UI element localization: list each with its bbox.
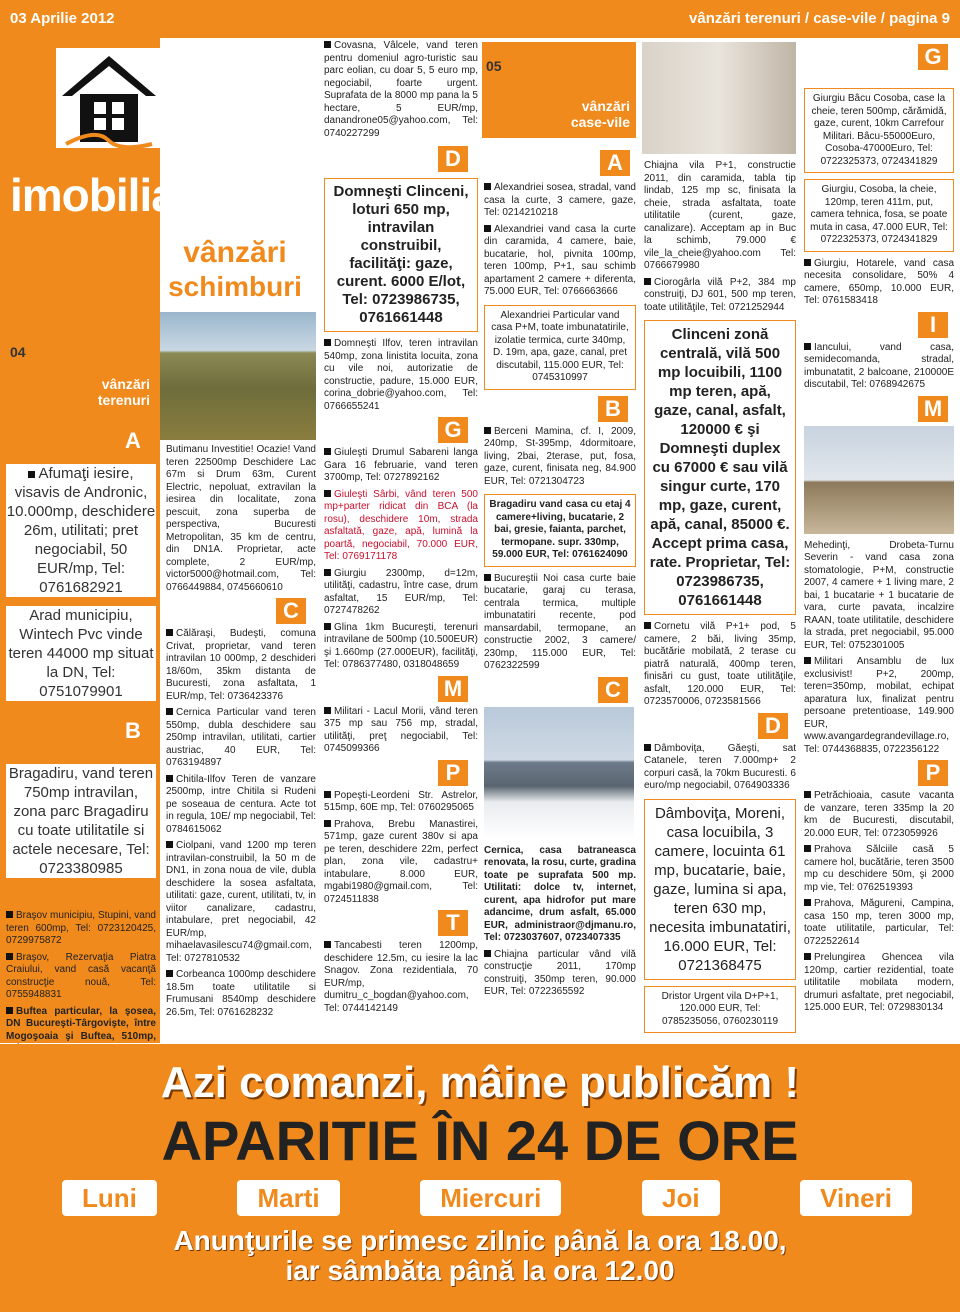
footer-hours: Anunţurile se primesc zilnic până la ora 18.00, iar sâmbăta până la ora 12.00 — [173, 1225, 787, 1286]
listing-cornetu: Cornetu vilă P+1+ pod, 5 camere, 2 băi, living 35mp, bucătărie mobilată, 2 terase cu piatră naturală, 400mp teren, finisări cu gust, toate utilităţile, asfalt, 120.000 EUR, Tel: 0723570006, 0723581566 — [644, 621, 796, 707]
letter-i-badge: I — [918, 312, 948, 338]
section05-title: vânzări case-vile — [570, 98, 630, 130]
footer-days — [62, 1180, 912, 1216]
footer-banner — [0, 1044, 960, 1312]
letter-g-badge: G — [438, 417, 468, 443]
house-photo — [484, 707, 634, 839]
listing-chiajna: Chiajna particular vând vilă construcţie 2011, 170mp construiţi, 350mp teren, 90.000 EUR, Tel: 0722365592 — [484, 948, 636, 997]
listing-brasov2: Braşov, Rezervaţia Piatra Craiului, vand casă vacanţă construcţie nouă, Tel: 0755948831 — [6, 951, 156, 1000]
listing-chitila: Chitila-Ilfov Teren de vanzare 2500mp, intre Chitila si Rudeni pe soseaua de centura. Acte tot in regula, 10E/ mp negociabil, Tel: 0784615062 — [166, 773, 316, 835]
day-joi: Joi — [642, 1180, 720, 1216]
brand-subtitle — [160, 236, 310, 308]
letter-d-badge-2: D — [758, 713, 788, 739]
listing-bucurestii-noi: Bucureştii Noi casa curte baie bucatarie, garaj cu terasa, centrala termica, multiple imbunatatiri recente, pod mansardabil, termopane, an constructie 2002, 3 camere/ 230mp, 115.000 EUR, Tel: 0762322599 — [484, 572, 636, 671]
letter-d-badge: D — [438, 146, 468, 172]
day-miercuri: Miercuri — [420, 1180, 561, 1216]
room-photo — [642, 42, 796, 154]
listing-glina: Glina 1km Bucureşti, terenuri intravilane de 500mp (10.500EUR) şi 1.660mp (27.000EUR), facilităţi, Tel: 0786377480, 0318048659 — [324, 621, 478, 670]
col4 — [484, 182, 636, 1003]
section-05-header — [482, 42, 636, 138]
listing-domnesti: Domneşti Ilfov, teren intravilan 540mp, zona linistita locuita, zona cu vile noi, autorizatie de constructie, padure, 15.000 EUR, corina_dobrie@yahoo.com, Tel: 0766655241 — [324, 338, 478, 412]
brand-sub2: schimburi — [168, 271, 302, 302]
day-marti: Marti — [237, 1180, 339, 1216]
listing-prahova: Prahova, Brebu Manastirei, 571mp, gaze curent 380v si apa pe teren, deschidere 22m, perfect plan, zona vile, cadastru+ intabulare, 8.000 EUR, mgabi1980@gmail.com, Tel: 0724511838 — [324, 818, 478, 905]
listing-butimanu: Butimanu Investitie! Ocazie! Vand teren 22500mp Deschidere Lac 67m si Drum 63m, Curent Electric, nepoluat, extravilan la iesirea din localitate, zona pescuit, zona superba de perspectiva, Bucuresti Metropolitan, 35 km de centru, din DN1A. Proprietar, acte complete, 2 EUR/mp, victor5000@hotmail.com, Tel: 0766449884, 0745660610 — [166, 444, 316, 593]
letter-c-badge-2: C — [598, 677, 628, 703]
section-title: vânzări terenuri — [97, 376, 150, 408]
letter-m-badge: M — [438, 676, 468, 702]
listing-prahova-salciile: Prahova Sălciile casă 5 camere hol, bucătărie, teren 3500 mp cu deschidere 50m, şi 2000 mp vie, Tel: 0762519393 — [804, 844, 954, 893]
listing-cernica-house: Cernica, casa batraneasca renovata, la rosu, curte, gradina toate pe suprafata 500 mp. Utilitati: dolce tv, internet, curent, apa hidrofor put mare adancime, drum asfalt, 65.000 EUR, administraor@djmanu.ro, Tel: 0723037607, 0723407335 — [484, 844, 636, 943]
box-giurgiu2: Giurgiu, Cosoba, la cheie, 120mp, teren 411m, put, camera tehnica, fosa, se poate muta in casa, 47.000 EUR, Tel: 0722325373, 0724341829 — [804, 179, 954, 252]
listing-tancabesti: Tancabesti teren 1200mp, deschidere 12.5m, cu iesire la lac Snagov. Zona rezidentiala, 70 EUR/mp, dumitru_c_bogdan@yahoo.com, Tel: 0744142149 — [324, 940, 478, 1014]
letter-g-badge-3: G — [918, 44, 948, 70]
box-clinceni: Clinceni zonă centrală, vilă 500 mp locuibili, 1100 mp teren, apă, gaze, canal, asfalt, 120000 € şi Domneşti duplex cu 67000 € sau vilă singur curte, 170 mp, gaze, curent, apă, canal, 85000 €. Accept prima casa, rate. Proprietar, Tel: 0723986735, 0761661448 — [644, 320, 796, 615]
letter-a-badge-2: A — [600, 150, 630, 176]
col1-small — [6, 910, 156, 1060]
listing-dambovita: Dâmboviţa, Găeşti, sat Catanele, teren 7.000mp+ 2 corpuri casă, la 70km Bucuresti. 6 euro/mp negociabil, 0764903336 — [644, 742, 796, 791]
brand-name: imobiliare — [10, 169, 218, 221]
box-dristor: Dristor Urgent vila D+P+1, 120.000 EUR, Tel: 0785235056, 0760230119 — [644, 986, 796, 1034]
box-bragadiru: Bragadiru vand casa cu etaj 4 camere+living, bucatarie, 2 bai, gresie, faianta, parchet, termopane. supr. 330mp, 59.000 EUR, Tel: 0761624090 — [484, 494, 636, 567]
page-header — [0, 0, 960, 38]
section05-number: 05 — [486, 58, 502, 74]
day-vineri: Vineri — [800, 1180, 912, 1216]
listing-covasna: Covasna, Vâlcele, vand teren pentru domeniul agro-turistic sau parc eolian, cu doar 5, 5 euro mp, negociabil, foarte urgent. Suprafata de la 8000 mp pana la 5 hectare, 5 EUR/mp, danandrone05@yahoo.com, Tel: 0740227299 — [324, 40, 478, 139]
listing-alex1: Alexandriei sosea, stradal, vand casa la curte, 3 camere, gaze, Tel: 0214210218 — [484, 182, 636, 218]
listing-buftea: Buftea particular, la şosea, DN Bucureşti-Târgovişte, între Mogoşoaia şi Buftea, 510mp, — [6, 1005, 156, 1042]
listing-arad: Arad municipiu, Wintech Pvc vinde teren 44000 mp situat la DN, Tel: 0751079901 — [6, 606, 156, 701]
listing-giurgiu: Giurgiu 2300mp, d=12m, utilităţi, cadastru, între case, drum asfaltat, 15 EUR/mp, Tel: 0727478262 — [324, 567, 478, 616]
listing-berceni: Berceni Mamina, cf. I, 2009, 240mp, St-395mp, 4dormitoare, living, 2bai, 2terase, put, fosa, gaze, curent, finisata neg, 84.900 EUR, Tel: 0721304723 — [484, 425, 636, 487]
listing-giurgiu3: Giurgiu, Hotarele, vand casa necesita consolidare, 50% 4 camere, 650mp, 10.000 EUR, Tel: 0761583418 — [804, 257, 954, 306]
section-04-header — [4, 340, 154, 420]
footer-line1: Azi comanzi, mâine publicăm ! — [160, 1058, 800, 1107]
col6 — [804, 82, 954, 1019]
listing-corbeanca: Corbeanca 1000mp deschidere 18.5m toate utilitatile si Frumusani 8540mp deschidere 26.5m, Tel: 0761628232 — [166, 969, 316, 1018]
street-photo — [804, 426, 954, 534]
col2 — [166, 444, 316, 1023]
listing-prahova-magureni: Prahova, Măgureni, Campina, casa 150 mp, teren 3000 mp, toate utilitatile, particular, Tel: 0722522614 — [804, 898, 954, 947]
listing-ciorogarla: Ciorogârla vilă P+2, 384 mp construiţi, DJ 601, 500 mp teren, toate utilităţile, Tel: 0721252944 — [644, 276, 796, 313]
listing-militari-lux: Militari Ansamblu de lux exclusivist! P+2, 200mp, teren=350mp, mobilat, echipat aparatura lux, finalizat pentru persoane pretentioase, 149.900 EUR, www.avangardegrandevillage.ro, Tel: 0744368835, 0722356122 — [804, 656, 954, 755]
listing-brasov1: Braşov municipiu, Stupini, vand teren 600mp, Tel: 0723120425, 0729975872 — [6, 910, 156, 946]
listing-afumati: Afumaţi iesire, visavis de Andronic, 10.000mp, deschidere 26m, utilitati; pret negociabil, 50 EUR/mp, Tel: 0761682921 — [6, 465, 156, 596]
listing-popesti: Popeşti-Leordeni Str. Astrelor, 515mp, 60E mp, Tel: 0760295065 — [324, 789, 478, 813]
listing-mehedinti: Mehedinţi, Drobeta-Turnu Severin - vand casa zona stomatologie, P+M, constructie 2007, 4 camere + 1 living mare, 2 bai, 1 bucatarie + 1 bucatarie de vara, curte pavata, incalzire RAAN, toate utilitatile, deschidere la strada, pret negociabil, 95.000 EUR, Tel: 0752301005 — [804, 539, 954, 651]
col5 — [644, 160, 796, 1039]
col3 — [324, 40, 478, 1019]
listing-cernica: Cernica Particular vand teren 550mp, dubla deschidere sau 250mp intravilan, utilitati, cartier austriac, 40 EUR, Tel: 0763194897 — [166, 707, 316, 768]
letter-m-badge-2: M — [918, 396, 948, 422]
box-domnesti: Domneşti Clinceni, loturi 650 mp, intravilan construibil, facilităţi: gaze, curent. 6000 E/lot, Tel: 0723986735, 0761661448 — [324, 178, 478, 332]
box-alex3: Alexandriei Particular vand casa P+M, toate imbunatatirile, izolatie termica, curte 340mp, D. 19m, apa, gaze, canal, pret discutabil, 115.000 EUR, Tel: 0745310997 — [484, 305, 636, 390]
letter-b-badge: B — [118, 718, 148, 744]
letter-a-badge: A — [118, 428, 148, 454]
field-photo — [160, 312, 316, 440]
listing-militari: Militari - Lacul Morii, vând teren 375 mp sau 756 mp, stradal, utilităţi, preţ negociabil, Tel: 0745099366 — [324, 705, 478, 754]
footer-line2: APARITIE ÎN 24 DE ORE — [161, 1109, 799, 1172]
house-logo-icon — [56, 48, 162, 148]
letter-b-badge-2: B — [598, 396, 628, 422]
listing-chiajna-vila: Chiajna vila P+1, constructie 2011, din caramida, tabla tip lindab, 125 mp sc, finisata la cheie, strada asfaltata, toate utilitatile (curent, gaze, canalizare). Acceptam ap in Buc la schimb, 79.000 € vile_la_cheie@yahoo.com Tel: 0766679980 — [644, 160, 796, 271]
box-moreni: Dâmboviţa, Moreni, casa locuibila, 3 camere, locuinta 61 mp, bucatarie, baie, gaze, lumina si apa, teren 630 mp, necesita imbunatatiri, 16.000 EUR, Tel: 0721368475 — [644, 799, 796, 980]
page-date: 03 Aprilie 2012 — [10, 10, 115, 27]
listing-bragadiru: Bragadiru, vand teren 750mp intravilan, zona parc Bragadiru cu toate utilitatile si actele necesare, Tel: 0723380985 — [6, 764, 156, 878]
letter-p-badge: P — [438, 760, 468, 786]
letter-c-badge: C — [276, 598, 306, 624]
letter-t-badge: T — [438, 910, 468, 936]
brand-sub1: vânzări — [183, 236, 287, 269]
listing-alex2: Alexandriei vand casa la curte din caramida, 4 camere, baie, bucatarie, hol, pivnita 100mp, teren 100mp, P+1, sau schimb apartament 2 camere + diferenta, 75.000 EUR, Tel: 0766663666 — [484, 223, 636, 297]
box-giurgiu1: Giurgiu Bâcu Cosoba, case la cheie, teren 500mp, cărămidă, gaze, curent, 10km Carrefour Militari. Bâcu-55000Euro, Cosoba-47000Euro, Tel: 0722325373, 0724341829 — [804, 88, 954, 173]
section-number: 04 — [10, 344, 26, 360]
listing-calarasi: Călăraşi, Budeşti, comuna Crivat, proprietar, vand teren intravilan 10 000mp, 2 deschideri 18/60m, 35km distanta de Bucuresti, zona asfaltata, 1 EUR/mp, Tel: 0736423376 — [166, 628, 316, 702]
listing-giulesti2: Giuleşti Sârbi, vând teren 500 mp+parter ridicat din BCA (la rosu), deschidere 10m, strada asfaltată, gaze, apă, lumină la poartă, negociabil, 70.000 EUR, Tel: 0769171178 — [324, 488, 478, 562]
page-section: vânzări terenuri / case-vile / pagina 9 — [689, 10, 950, 27]
listing-giulesti1: Giuleşti Drumul Sabareni langa Gara 16 februarie, vand teren 3700mp, Tel: 0727892162 — [324, 447, 478, 483]
listing-petrachioaia: Petrăchioaia, casute vacanta de vanzare, teren 335mp la 20 km de Bucuresti, discutabil, 20.000 EUR, Tel: 0723059926 — [804, 790, 954, 839]
listing-ciolpani: Ciolpani, vand 1200 mp teren intravilan-construibil, la 50 m de DN1, in zona noua de vile, dubla deschidere la sosea asfaltata, utilitati: gaze, curent, utilitati, tv, in viitor canalizare, cadastru, intabulare, pret negociabil, 42 EUR/mp, mihaelavasilescu74@gmail.com, Tel: 0727810532 — [166, 840, 316, 964]
listing-iancului: Iancului, vand casa, semidecomanda, stradal, imbunatatit, 2 balcoane, 210000E discutabil, Tel: 0768942675 — [804, 341, 954, 390]
listing-ghencea: Prelungirea Ghencea vila 120mp, cartier rezidential, toate utilitatile mobilata modern, drumuri asfaltate, pret negociabil, 125.000 EUR, Tel: 0729830134 — [804, 952, 954, 1013]
day-luni: Luni — [62, 1180, 157, 1216]
letter-p-badge-2: P — [918, 760, 948, 786]
